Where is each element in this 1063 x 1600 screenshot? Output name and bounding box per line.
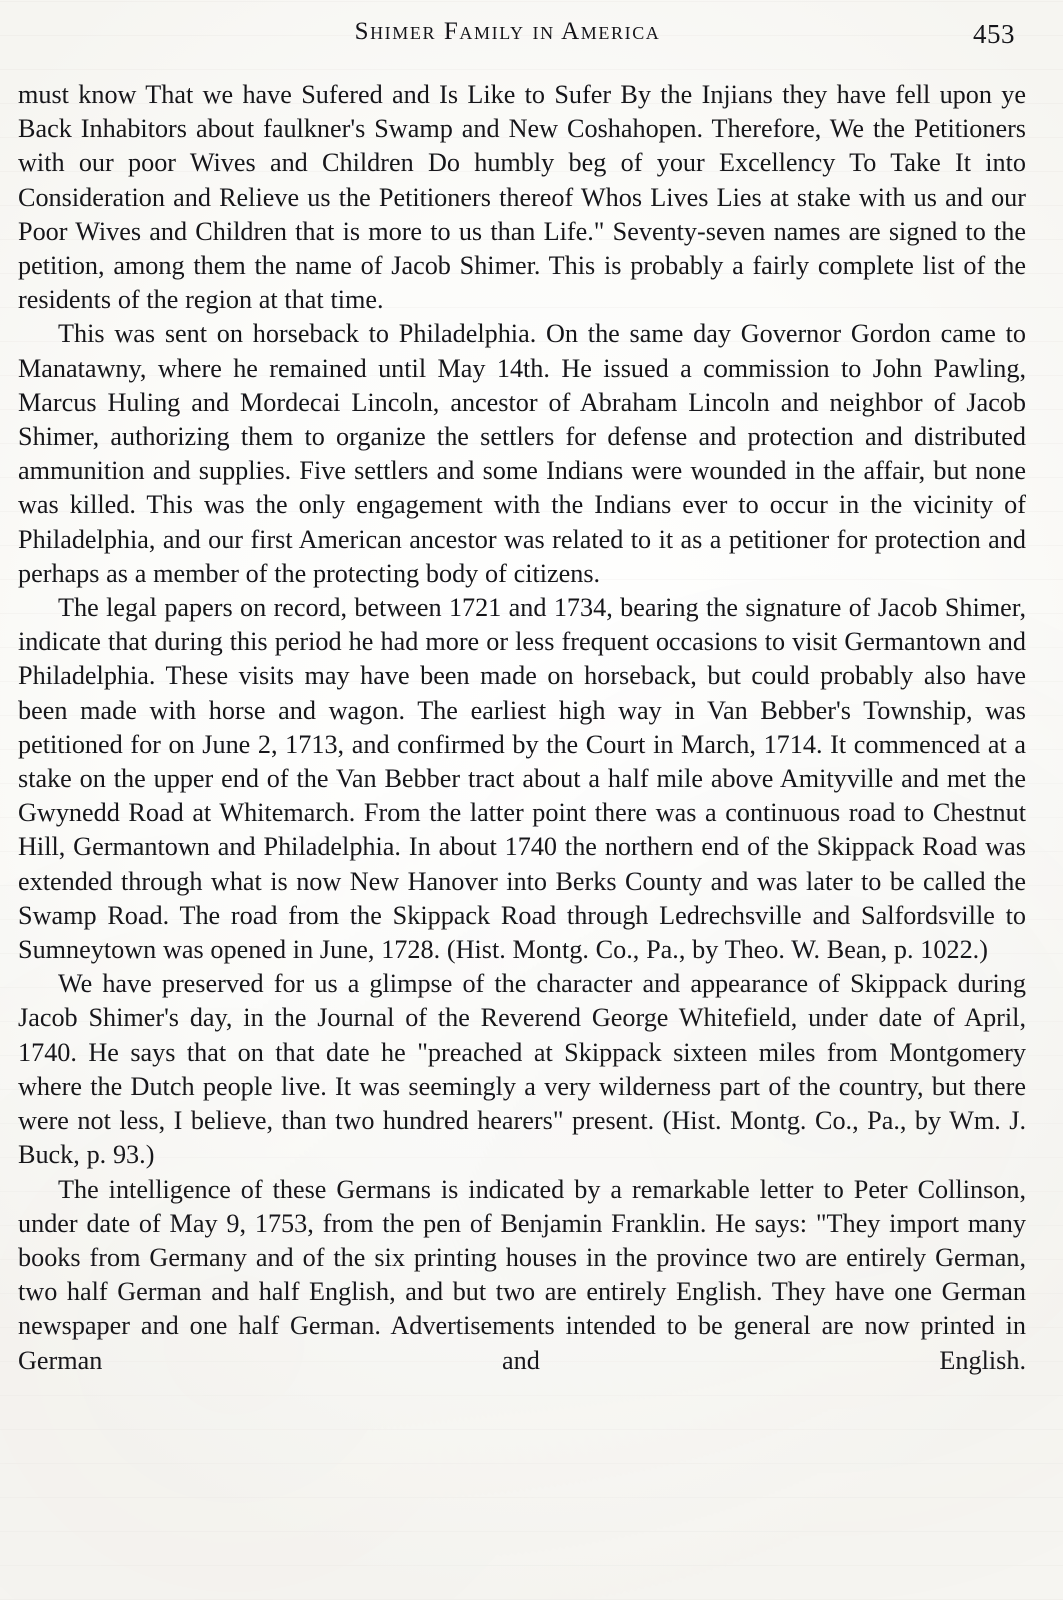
paragraph-5: The intelligence of these Germans is indicated by a remarkable letter to Peter Collinson, under date of May 9, 1753, from the pen of Benjamin Franklin. He says: "They import many books from Germany and of the six printing houses in the province two are entirely German, two half German and half English, and but two are entirely English. They have one German newspaper and one half German. Advertisements intended to be general are now printed in German and English. bbox=[18, 1174, 1026, 1375]
running-head-title: Shimer Family in America bbox=[354, 18, 661, 45]
paragraph-4: We have preserved for us a glimpse of the character and appearance of Skippack during Jacob Shimer's day, in the Journal of the Reverend George Whitefield, under date of April, 1740. He says that on that date he "preached at Skippack sixteen miles from Montgomery where the Dutch people live. It was seemingly a very wilderness part of the country, but there were not less, I believe, than two hundred hearers" present. (Hist. Montg. Co., Pa., by Wm. J. Buck, p. 93.) bbox=[18, 969, 1026, 1170]
running-head bbox=[18, 18, 1045, 58]
paragraph-2: This was sent on horseback to Philadelphia. On the same day Governor Gordon came to Manatawny, where he remained until May 14th. He issued a commission to John Pawling, Marcus Huling and Mordecai Lincoln, ancestor of Abraham Lincoln and neighbor of Jacob Shimer, authorizing them to organize the settlers for defense and protection and distributed ammunition and supplies. Five settlers and some Indians were wounded in the affair, but none was killed. This was the only engagement with the Indians ever to occur in the vicinity of Philadelphia, and our first American ancestor was related to it as a petitioner for protection and perhaps as a member of the protecting body of citizens. bbox=[18, 319, 1026, 588]
body-text-column bbox=[18, 78, 1026, 1412]
page-number: 453 bbox=[973, 19, 1015, 49]
paragraph-1: must know That we have Sufered and Is Like to Sufer By the Injians they have fell upon ye Back Inhabitors about faulkner's Swamp and New Coshahopen. Therefore, We the Petitioners with our poor Wives and Children Do humbly beg of your Excellency To Take It into Consideration and Relieve us the Petitioners thereof Whos Lives Lies at stake with us and our Poor Wives and Children that is more to us than Life." Seventy-seven names are signed to the petition, among them the name of Jacob Shimer. This is probably a fairly complete list of the residents of the region at that time. bbox=[18, 80, 1026, 315]
paragraph-3: The legal papers on record, between 1721 and 1734, bearing the signature of Jacob Shimer, indicate that during this period he had more or less frequent occasions to visit Germantown and Philadelphia. These visits may have been made on horseback, but could probably also have been made with horse and wagon. The earliest high way in Van Bebber's Township, was petitioned for on June 2, 1713, and confirmed by the Court in March, 1714. It commenced at a stake on the upper end of the Van Bebber tract about a half mile above Amityville and met the Gwynedd Road at Whitemarch. From the latter point there was a continuous road to Chestnut Hill, Germantown and Philadelphia. In about 1740 the northern end of the Skippack Road was extended through what is now New Hanover into Berks County and was later to be called the Swamp Road. The road from the Skippack Road through Ledrechsville and Salfordsville to Sumneytown was opened in June, 1728. (Hist. Montg. Co., Pa., by Theo. W. Bean, p. 1022.) bbox=[18, 593, 1026, 965]
